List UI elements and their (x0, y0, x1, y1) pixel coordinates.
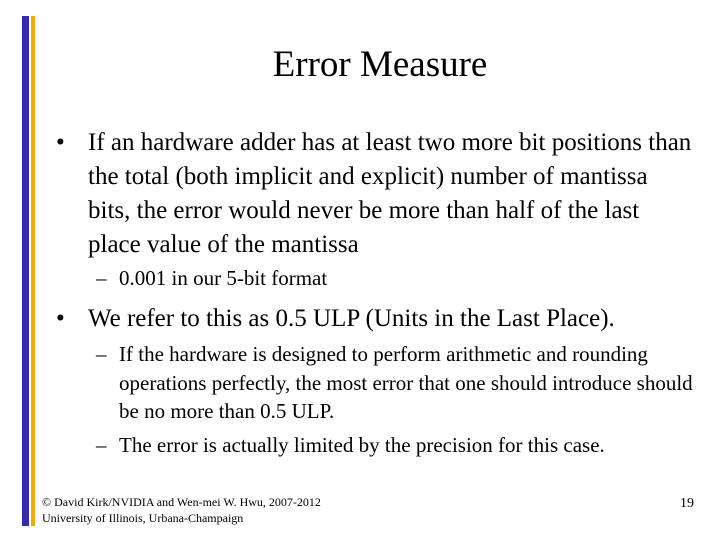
bullet-text: If an hardware adder has at least two more bit positions than the total (both implicit and explicit) number of mantissa bits, the error would never be more than half of the last place value of the mantissa (88, 129, 692, 258)
bullet-marker: • (56, 129, 65, 156)
bullet-2-sub-2 (96, 431, 716, 460)
sub-bullet-text: 0.001 in our 5-bit format (119, 266, 328, 290)
page-number: 19 (680, 496, 694, 511)
bullet-text: We refer to this as 0.5 ULP (Units in the Last Place). (88, 305, 615, 332)
sub-bullet-text: The error is actually limited by the precision for this case. (119, 433, 605, 457)
bullet-marker: • (56, 305, 65, 332)
sub-bullet-marker: – (96, 342, 107, 366)
footer-copyright (42, 494, 321, 526)
bullet-1 (56, 126, 696, 262)
sub-bullet-marker: – (96, 266, 107, 290)
accent-bar-gold (31, 16, 35, 526)
accent-bar-blue (22, 16, 29, 526)
footer-line-2: University of Illinois, Urbana-Champaign (42, 511, 244, 525)
bullet-1-sub-1 (96, 264, 696, 292)
bullet-2 (56, 302, 716, 336)
sub-bullet-text: If the hardware is designed to perform arithmetic and rounding operations perfectly, the most error that one should introduce should be no more than 0.5 ULP. (119, 342, 693, 423)
bullet-2-sub-1 (96, 340, 696, 426)
sub-bullet-marker: – (96, 433, 107, 457)
footer-line-1: © David Kirk/NVIDIA and Wen-mei W. Hwu, 2007-2012 (42, 495, 321, 509)
slide-title: Error Measure (272, 44, 488, 85)
